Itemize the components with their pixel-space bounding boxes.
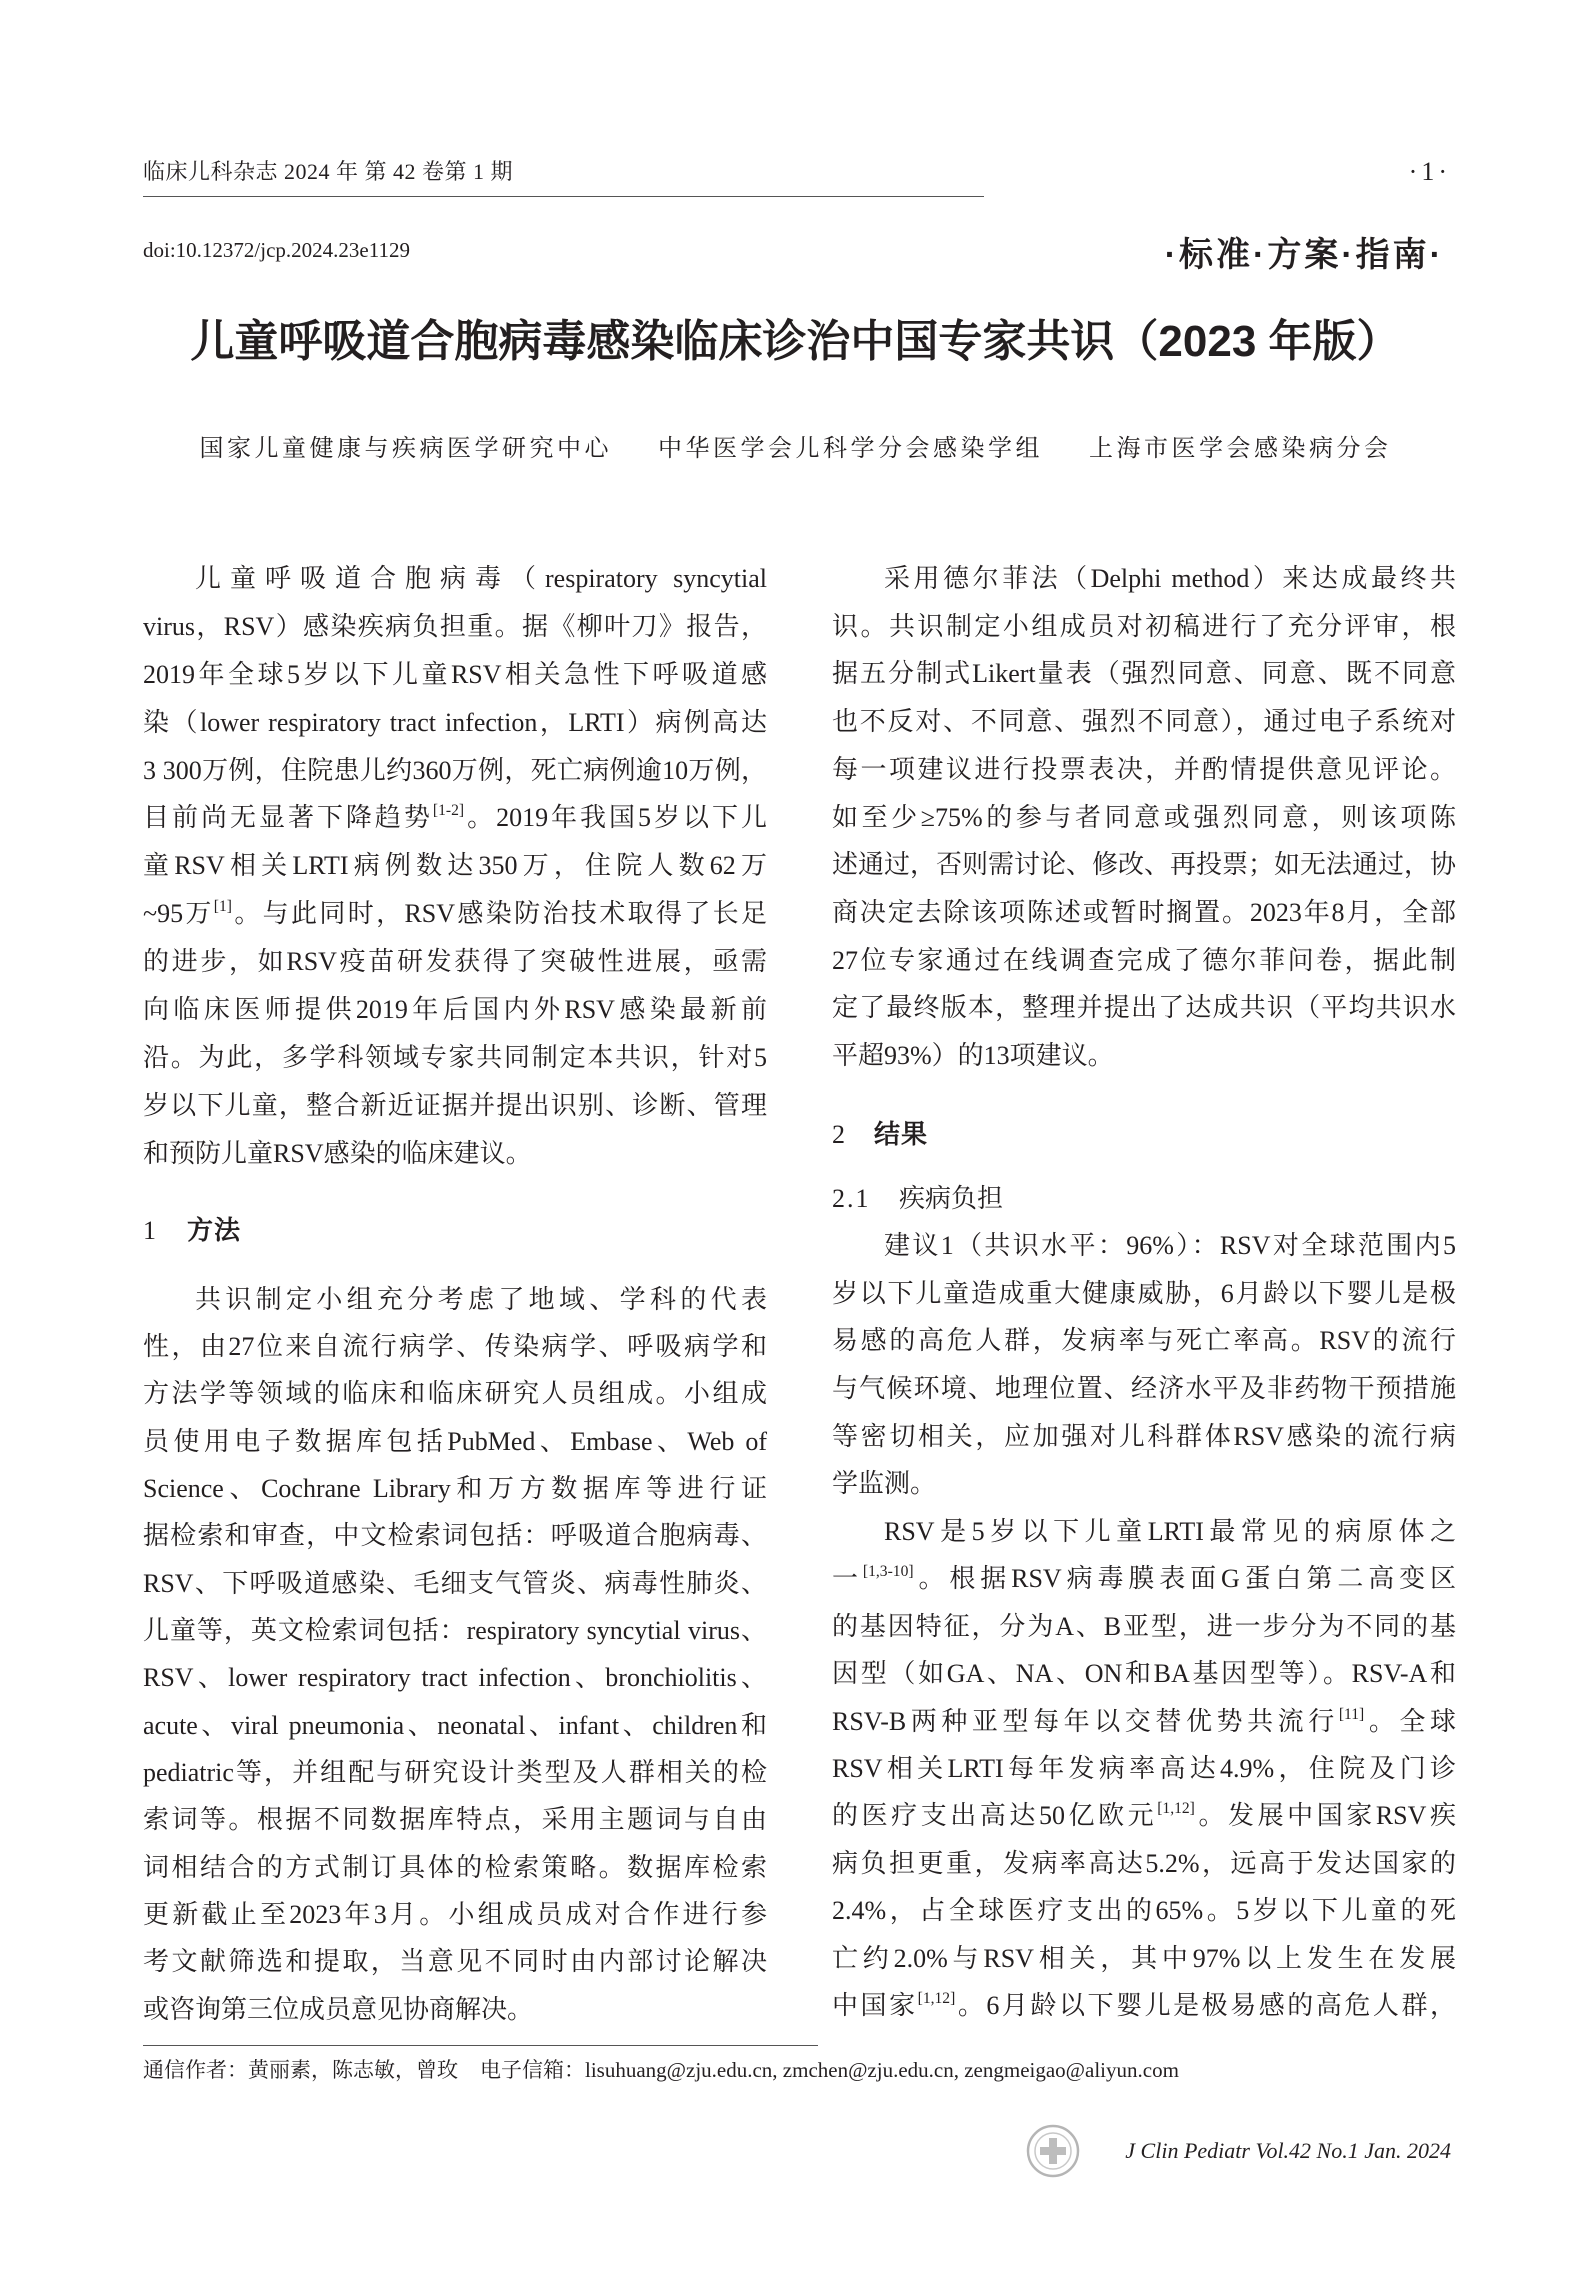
text-run: 亡约2.0%与RSV相关，其中97%以上发生在发展	[832, 1943, 1456, 1973]
text-run: 的进步，如RSV疫苗研发获得了突破性进展，亟需	[143, 947, 767, 976]
text-line	[143, 1607, 767, 1654]
corresponding-authors: 通信作者：黄丽素，陈志敏，曾玫	[143, 2058, 458, 2082]
disease-burden-paragraph	[832, 1508, 1456, 2029]
text-run: 如至少≥75%的参与者同意或强烈同意，则该项陈	[832, 802, 1456, 832]
text-line	[832, 937, 1456, 985]
text-line	[832, 1698, 1456, 1745]
text-line	[143, 890, 767, 938]
text-line	[832, 1792, 1456, 1839]
text-run: 据检索和审查，中文检索词包括：呼吸道合胞病毒、	[143, 1521, 767, 1551]
text-line	[143, 1276, 767, 1323]
text-run: 也不反对、不同意、强烈不同意），通过电子系统对	[832, 707, 1456, 737]
text-line	[143, 1034, 767, 1082]
text-run: Science、Cochrane Library和万方数据库等进行证	[143, 1473, 767, 1503]
author-affiliation: 上海市医学会感染病分会	[1089, 436, 1392, 462]
text-line	[832, 841, 1456, 889]
subsection-heading-disease-burden	[832, 1175, 1003, 1223]
text-line	[143, 1465, 767, 1512]
correspondence-footnote	[143, 2055, 1179, 2085]
text-run: RSV-B两种亚型每年以交替优势共流行	[832, 1706, 1339, 1736]
text-run: pediatric等，并组配与研究设计类型及人群相关的检	[143, 1757, 767, 1787]
section-number: 2	[832, 1120, 845, 1149]
text-line	[143, 1323, 767, 1370]
text-line	[832, 698, 1456, 746]
section-title: 结果	[874, 1119, 929, 1149]
text-line	[143, 1844, 767, 1891]
header-rule	[143, 196, 984, 197]
text-line	[143, 1749, 767, 1796]
text-line	[143, 1986, 767, 2033]
text-line	[832, 1270, 1456, 1318]
footnote-rule	[143, 2045, 818, 2046]
text-run: 。与此同时，RSV感染防治技术取得了长足	[231, 899, 767, 929]
text-run: 。2019年我国5岁以下儿	[464, 803, 767, 833]
text-run: 与气候环境、地理位置、经济水平及非药物干预措施	[832, 1374, 1456, 1404]
text-line	[832, 746, 1456, 794]
text-run: 儿童呼吸道合胞病毒（respiratory syncytial	[195, 564, 767, 593]
text-run: RSV、lower respiratory tract infection、bronchiolitis、	[143, 1663, 767, 1693]
text-line	[832, 1840, 1456, 1887]
text-run: 识。共识制定小组成员对初稿进行了充分评审，根	[832, 611, 1456, 641]
text-run: 和预防儿童RSV感染的临床建议。	[143, 1138, 532, 1168]
text-run: 员使用电子数据库包括PubMed、Embase、Web of	[143, 1426, 767, 1456]
text-run: 据五分制式Likert量表（强烈同意、同意、既不同意	[832, 659, 1456, 689]
text-line	[832, 889, 1456, 937]
column-label: ·标准·方案·指南·	[1164, 236, 1444, 274]
subsection-title: 疾病负担	[899, 1184, 1004, 1213]
text-line	[143, 1130, 767, 1178]
text-run: 共识制定小组充分考虑了地域、学科的代表	[195, 1284, 767, 1314]
text-line	[832, 984, 1456, 1032]
text-run: 平超93%）的13项建议。	[832, 1041, 1114, 1071]
doi: doi:10.12372/jcp.2024.23e1129	[143, 238, 410, 262]
text-run: 易感的高危人群，发病率与死亡率高。RSV的流行	[832, 1326, 1456, 1356]
section-number: 1	[143, 1216, 156, 1245]
text-run: RSV是5岁以下儿童LRTI最常见的病原体之	[884, 1517, 1456, 1546]
author-affiliations	[0, 432, 1591, 466]
citation-reference: [1-2]	[432, 802, 465, 820]
text-run: 3 300万例，住院患儿约360万例，死亡病例逾10万例，	[143, 755, 767, 785]
text-run: 考文献筛选和提取，当意见不同时由内部讨论解决	[143, 1947, 767, 1977]
text-run: 。全球	[1364, 1706, 1456, 1736]
text-run: ~95万	[143, 899, 214, 929]
text-line	[143, 699, 767, 747]
text-run: 商决定去除该项陈述或暂时搁置。2023年8月，全部	[832, 898, 1456, 928]
text-line	[143, 1512, 767, 1559]
text-line	[832, 1650, 1456, 1697]
text-run: 岁以下儿童造成重大健康威胁，6月龄以下婴儿是极	[832, 1278, 1456, 1308]
text-run: 一	[832, 1564, 863, 1594]
text-run: acute、viral pneumonia、neonatal、infant、children和	[143, 1710, 767, 1740]
text-line	[143, 1938, 767, 1985]
text-line	[143, 1418, 767, 1465]
text-run: 述通过，否则需讨论、修改、再投票；如无法通过，协	[832, 850, 1457, 880]
text-line	[143, 1891, 767, 1938]
text-run: 2.4%，占全球医疗支出的65%。5岁以下儿童的死	[832, 1896, 1456, 1926]
text-run: 每一项建议进行投票表决，并酌情提供意见评论。	[832, 754, 1456, 784]
text-run: 性，由27位来自流行病学、传染病学、呼吸病学和	[143, 1331, 767, 1361]
text-line	[832, 603, 1456, 651]
text-run: 岁以下儿童，整合新近证据并提出识别、诊断、管理	[143, 1090, 767, 1120]
journal-logo-icon	[1026, 2124, 1080, 2178]
text-run: 。根据RSV病毒膜表面G蛋白第二高变区	[913, 1564, 1456, 1594]
text-run: 向临床医师提供2019年后国内外RSV感染最新前	[143, 994, 767, 1024]
text-line	[832, 1555, 1456, 1602]
text-line	[143, 555, 767, 603]
delphi-paragraph	[832, 555, 1456, 1080]
text-run: 定了最终版本，整理并提出了达成共识（平均共识水	[832, 993, 1456, 1023]
text-line	[832, 1508, 1456, 1555]
text-line	[143, 1702, 767, 1749]
text-line	[832, 1935, 1456, 1982]
text-run: 因型（如GA、NA、ON和BA基因型等）。RSV-A和	[832, 1659, 1456, 1689]
text-line	[832, 1317, 1456, 1365]
section-heading-methods	[143, 1206, 241, 1254]
text-run: 学监测。	[832, 1469, 937, 1499]
citation-reference: [1,3-10]	[862, 1563, 914, 1581]
text-run: 27位专家通过在线调查完成了德尔菲问卷，据此制	[832, 945, 1456, 975]
text-line	[832, 1365, 1456, 1413]
text-run: 儿童等，英文检索词包括：respiratory syncytial virus、	[143, 1615, 767, 1645]
text-run: 病负担更重，发病率高达5.2%，远高于发达国家的	[832, 1848, 1456, 1878]
email-addresses: 电子信箱：lisuhuang@zju.edu.cn, zmchen@zju.edu.cn, zengmeigao@aliyun.com	[480, 2058, 1179, 2082]
author-affiliation: 国家儿童健康与疾病医学研究中心	[199, 436, 612, 462]
text-line	[143, 1370, 767, 1417]
text-run: 更新截止至2023年3月。小组成员成对合作进行参	[143, 1899, 767, 1929]
text-run: 的医疗支出高达50亿欧元	[832, 1801, 1158, 1831]
text-run: 目前尚无显著下降趋势	[143, 803, 433, 833]
text-line	[832, 1222, 1456, 1270]
text-line	[143, 842, 767, 890]
text-line	[832, 555, 1456, 603]
text-run: 童RSV相关LRTI病例数达350万，住院人数62万	[143, 851, 767, 881]
text-run: 染（lower respiratory tract infection，LRTI）病例高达	[143, 707, 767, 737]
text-line	[143, 1796, 767, 1843]
text-run: RSV、下呼吸道感染、毛细支气管炎、病毒性肺炎、	[143, 1568, 767, 1598]
text-run: RSV相关LRTI每年发病率高达4.9%，住院及门诊	[832, 1753, 1456, 1783]
section-heading-results	[832, 1110, 928, 1158]
citation-reference: [1]	[213, 898, 232, 916]
text-run: 索词等。根据不同数据库特点，采用主题词与自由	[143, 1805, 767, 1835]
page-number: ·1·	[1408, 157, 1451, 186]
running-head-journal: 临床儿科杂志 2024 年 第 42 卷第 1 期	[143, 159, 514, 184]
text-run: 方法学等领域的临床和临床研究人员组成。小组成	[143, 1379, 767, 1409]
article-title: 儿童呼吸道合胞病毒感染临床诊治中国专家共识（2023 年版）	[190, 317, 1401, 366]
intro-paragraph	[143, 555, 767, 1177]
text-run: 2019年全球5岁以下儿童RSV相关急性下呼吸道感	[143, 659, 767, 689]
text-line	[143, 1082, 767, 1130]
text-run: 的基因特征，分为A、B亚型，进一步分为不同的基	[832, 1611, 1456, 1641]
text-line	[143, 651, 767, 699]
text-run: 等密切相关，应加强对儿科群体RSV感染的流行病	[832, 1421, 1456, 1451]
subsection-number: 2.1	[832, 1184, 871, 1213]
text-line	[143, 794, 767, 842]
text-run: 。6月龄以下婴儿是极易感的高危人群，	[955, 1990, 1456, 2020]
text-line	[832, 1032, 1456, 1080]
text-line	[832, 794, 1456, 842]
recommendation-1-paragraph	[832, 1222, 1456, 1508]
text-run: 或咨询第三位成员意见协商解决。	[143, 1994, 534, 2024]
citation-reference: [1,12]	[1157, 1800, 1195, 1818]
text-line	[143, 603, 767, 651]
text-line	[832, 1460, 1456, 1508]
text-line	[143, 1560, 767, 1607]
text-line	[143, 747, 767, 795]
text-line	[832, 650, 1456, 698]
text-line	[143, 1654, 767, 1701]
text-line	[832, 1413, 1456, 1461]
author-affiliation: 中华医学会儿科学分会感染学组	[658, 436, 1043, 462]
text-line	[143, 986, 767, 1034]
text-line	[832, 1745, 1456, 1792]
citation-reference: [1,12]	[917, 1990, 956, 2007]
text-run: 沿。为此，多学科领域专家共同制定本共识，针对5	[143, 1042, 767, 1072]
journal-citation: J Clin Pediatr Vol.42 No.1 Jan. 2024	[1125, 2138, 1451, 2163]
text-run: 中国家	[832, 1990, 918, 2020]
section-title: 方法	[187, 1215, 242, 1245]
text-run: 建议1（共识水平：96%）：RSV对全球范围内5	[884, 1231, 1456, 1260]
text-run: virus，RSV）感染疾病负担重。据《柳叶刀》报告，	[143, 611, 767, 641]
text-run: 。发展中国家RSV疾	[1194, 1801, 1456, 1831]
citation-reference: [11]	[1338, 1705, 1365, 1723]
text-run: 词相结合的方式制订具体的检索策略。数据库检索	[143, 1852, 767, 1882]
text-line	[143, 938, 767, 986]
methods-paragraph	[143, 1276, 767, 2033]
text-line	[832, 1887, 1456, 1934]
text-line	[832, 1603, 1456, 1650]
text-line	[832, 1982, 1456, 2029]
text-run: 采用德尔菲法（Delphi method）来达成最终共	[884, 564, 1456, 593]
